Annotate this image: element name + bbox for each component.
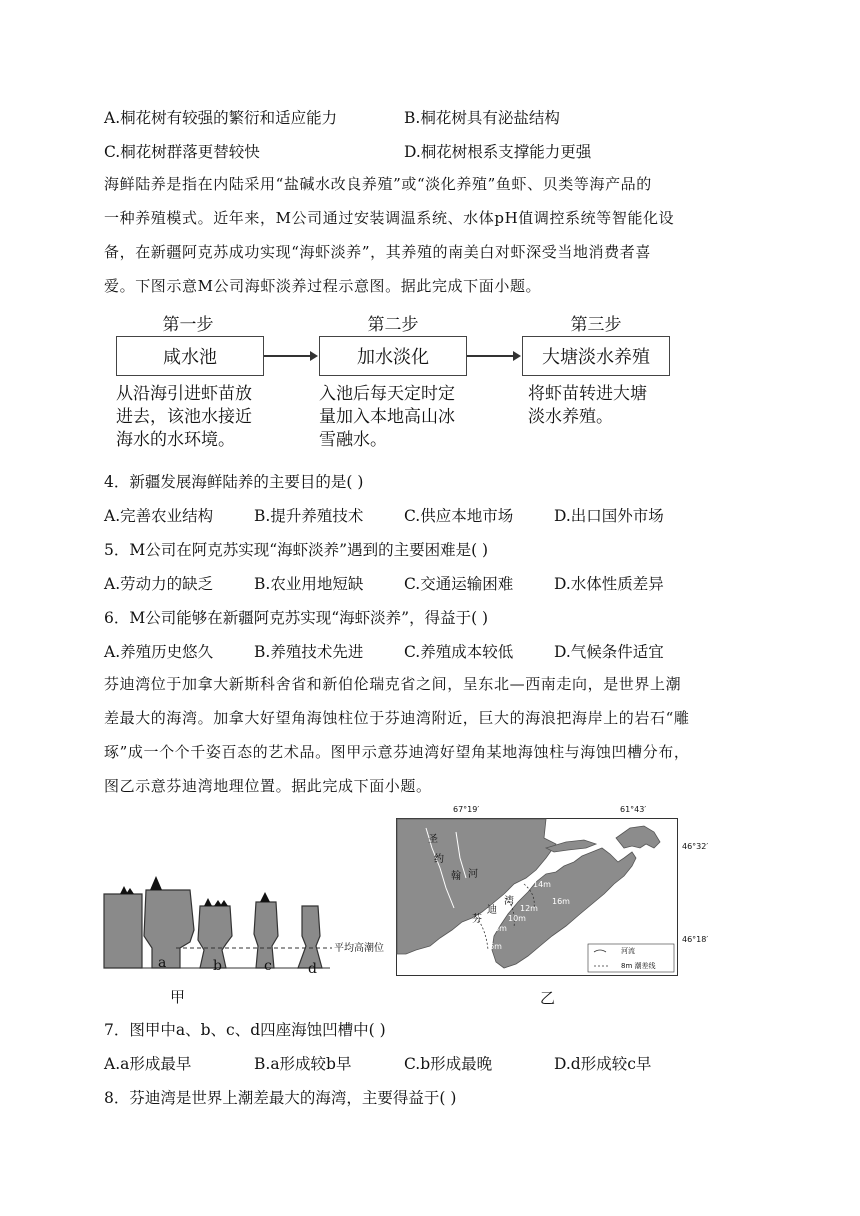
figure-yi-map	[396, 818, 678, 976]
q8-stem: 8．芬迪湾是世界上潮差最大的海湾，主要得益于( )	[104, 1089, 457, 1107]
lat-label: 46°18′	[682, 935, 709, 944]
lat-label: 46°32′	[682, 842, 709, 851]
q4-stem: 4．新疆发展海鲜陆养的主要目的是( )	[104, 473, 364, 491]
tide-label: 16m	[552, 897, 570, 906]
q7-option-d: D.d形成较c早	[554, 1055, 652, 1073]
q5-option-d: D.水体性质差异	[554, 575, 664, 593]
step3-box: 大塘淡水养殖	[522, 336, 670, 376]
figure-jia-sea-stacks	[100, 870, 390, 1000]
q6-option-a: A.养殖历史悠久	[104, 643, 214, 661]
passage1-line: 爱。下图示意M公司海虾淡养过程示意图。据此完成下面小题。	[104, 277, 542, 295]
q7-option-a: A.a形成最早	[104, 1055, 192, 1073]
legend-tide: 8m 潮差线	[621, 962, 656, 970]
q3-option-b: B.桐花树具有泌盐结构	[404, 109, 560, 127]
q5-stem: 5．M公司在阿克苏实现“海虾淡养”遇到的主要困难是( )	[104, 541, 489, 559]
passage2-line: 琢”成一个个千姿百态的艺术品。图甲示意芬迪湾好望角某地海蚀柱与海蚀凹槽分布，	[104, 743, 690, 761]
q4-option-d: D.出口国外市场	[554, 507, 664, 525]
map-label: 河	[468, 869, 478, 880]
q5-option-b: B.农业用地短缺	[254, 575, 364, 593]
q6-stem: 6．M公司能够在新疆阿克苏实现“海虾淡养”，得益于( )	[104, 609, 489, 627]
step2-desc: 入池后每天定时定 量加入本地高山冰 雪融水。	[319, 384, 455, 450]
q3-option-a: A.桐花树有较强的繁衍和适应能力	[104, 109, 338, 127]
map-label: 芬	[472, 914, 482, 925]
tide-label: 12m	[520, 904, 538, 913]
stack-label-a: a	[158, 955, 167, 971]
passage2-line: 芬迪湾位于加拿大新斯科舍省和新伯伦瑞克省之间，呈东北—西南走向，是世界上潮	[104, 675, 682, 693]
tide-label: 10m	[508, 914, 526, 923]
q6-option-b: B.养殖技术先进	[254, 643, 364, 661]
passage1-line: 海鲜陆养是指在内陆采用“盐碱水改良养殖”或“淡化养殖”鱼虾、贝类等海产品的	[104, 175, 652, 193]
map-label: 约	[434, 854, 444, 865]
arrow-icon	[467, 355, 519, 357]
step3-title: 第三步	[570, 315, 622, 335]
passage1-line: 备，在新疆阿克苏成功实现“海虾淡养”，其养殖的南美白对虾深受当地消费者喜	[104, 243, 651, 261]
figure-jia-caption: 甲	[170, 988, 186, 1006]
tide-label: 14m	[533, 880, 551, 889]
q4-option-a: A.完善农业结构	[104, 507, 214, 525]
q3-option-c: C.桐花树群落更替较快	[104, 143, 260, 161]
passage2-line: 图乙示意芬迪湾地理位置。据此完成下面小题。	[104, 777, 432, 795]
legend-river: 河流	[621, 947, 635, 955]
water-level-label: 平均高潮位	[334, 943, 384, 954]
arrow-icon	[264, 355, 316, 357]
map-label: 湾	[504, 896, 514, 907]
lon-label: 67°19′	[453, 805, 480, 814]
map-label: 翰	[451, 871, 461, 882]
step3-desc: 将虾苗转进大塘 淡水养殖。	[528, 384, 647, 427]
q5-option-a: A.劳动力的缺乏	[104, 575, 214, 593]
step1-title: 第一步	[162, 315, 214, 335]
map-label: 圣	[428, 834, 438, 845]
step2-title: 第二步	[367, 315, 419, 335]
q4-option-c: C.供应本地市场	[404, 507, 514, 525]
q6-option-d: D.气候条件适宜	[554, 643, 664, 661]
q4-option-b: B.提升养殖技术	[254, 507, 364, 525]
passage1-line: 一种养殖模式。近年来，M公司通过安装调温系统、水体pH值调控系统等智能化设	[104, 209, 675, 227]
q7-option-c: C.b形成最晚	[404, 1055, 493, 1073]
step1-desc: 从沿海引进虾苗放 进去，该池水接近 海水的水环境。	[116, 384, 252, 450]
q6-option-c: C.养殖成本较低	[404, 643, 514, 661]
lon-label: 61°43′	[620, 805, 647, 814]
tide-label: 6m	[489, 942, 502, 951]
stack-label-b: b	[213, 958, 222, 974]
q5-option-c: C.交通运输困难	[404, 575, 514, 593]
tide-label: 8m	[494, 924, 507, 933]
step1-box: 咸水池	[116, 336, 264, 376]
q3-option-d: D.桐花树根系支撑能力更强	[404, 143, 592, 161]
figure-yi-caption: 乙	[540, 989, 556, 1007]
map-label: 迪	[487, 905, 497, 916]
step2-box: 加水淡化	[319, 336, 467, 376]
q7-stem: 7．图甲中a、b、c、d四座海蚀凹槽中( )	[104, 1021, 386, 1039]
stack-label-c: c	[264, 958, 272, 974]
stack-label-d: d	[308, 961, 317, 977]
q7-option-b: B.a形成较b早	[254, 1055, 352, 1073]
passage2-line: 差最大的海湾。加拿大好望角海蚀柱位于芬迪湾附近，巨大的海浪把海岸上的岩石“雕	[104, 709, 690, 727]
